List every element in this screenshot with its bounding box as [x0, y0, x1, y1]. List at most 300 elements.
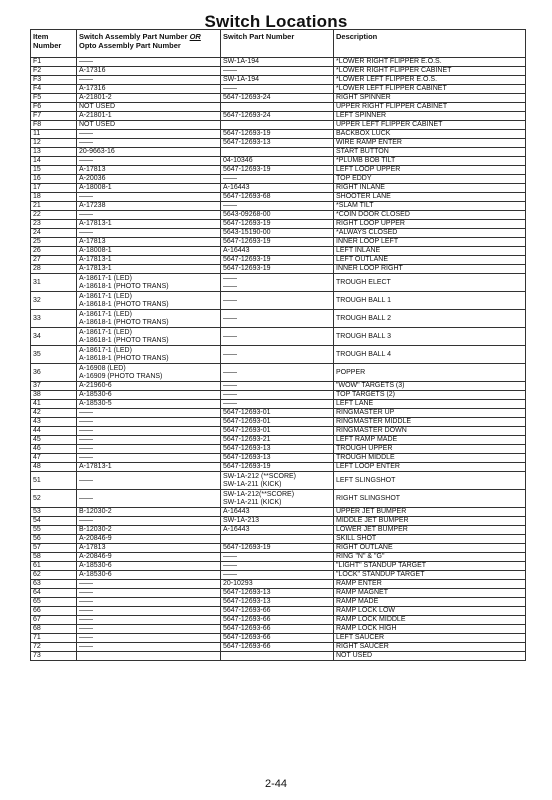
cell-assembly-part-number: A-17813: [77, 544, 221, 553]
cell-item-number: 38: [31, 391, 77, 400]
cell-description: "WOW" TARGETS (3): [334, 382, 526, 391]
cell-switch-part-number: [221, 148, 334, 157]
cell-switch-part-number: —— ——: [221, 274, 334, 292]
cell-switch-part-number: A-16443: [221, 184, 334, 193]
cell-assembly-part-number: A-18530-6: [77, 571, 221, 580]
cell-description: *LOWER RIGHT FLIPPER CABINET: [334, 67, 526, 76]
table-row: [31, 202, 526, 211]
cell-assembly-part-number: A-18530-6: [77, 562, 221, 571]
header-item-number: Item Number: [31, 30, 77, 58]
cell-switch-part-number: ——: [221, 175, 334, 184]
cell-switch-part-number: 5647-12693-21: [221, 436, 334, 445]
table-row: [31, 508, 526, 517]
cell-item-number: 12: [31, 139, 77, 148]
cell-item-number: 41: [31, 400, 77, 409]
cell-description: START BUTTON: [334, 148, 526, 157]
cell-switch-part-number: 5647-12693-19: [221, 238, 334, 247]
cell-description: *SLAM TILT: [334, 202, 526, 211]
cell-switch-part-number: ——: [221, 346, 334, 364]
cell-switch-part-number: ——: [221, 328, 334, 346]
cell-assembly-part-number: A-21801-2: [77, 94, 221, 103]
cell-description: LEFT SLINGSHOT: [334, 472, 526, 490]
cell-assembly-part-number: ——: [77, 229, 221, 238]
cell-description: TOP TARGETS (2): [334, 391, 526, 400]
cell-item-number: 72: [31, 643, 77, 652]
cell-switch-part-number: 5647-12693-13: [221, 445, 334, 454]
cell-switch-part-number: 5647-12693-13: [221, 454, 334, 463]
cell-description: WIRE RAMP ENTER: [334, 139, 526, 148]
cell-switch-part-number: 5643-15190-00: [221, 229, 334, 238]
cell-description: RAMP ENTER: [334, 580, 526, 589]
cell-description: RAMP LOCK MIDDLE: [334, 616, 526, 625]
cell-item-number: 62: [31, 571, 77, 580]
cell-assembly-part-number: A-18617-1 (LED) A-18618-1 (PHOTO TRANS): [77, 292, 221, 310]
cell-assembly-part-number: A-16908 (LED) A-16909 (PHOTO TRANS): [77, 364, 221, 382]
table-row: [31, 238, 526, 247]
cell-item-number: 18: [31, 193, 77, 202]
cell-switch-part-number: ——: [221, 553, 334, 562]
cell-item-number: 46: [31, 445, 77, 454]
table-row: [31, 544, 526, 553]
cell-assembly-part-number: ——: [77, 211, 221, 220]
cell-description: UPPER RIGHT FLIPPER CABINET: [334, 103, 526, 112]
table-row: [31, 94, 526, 103]
cell-item-number: F6: [31, 103, 77, 112]
table-row: [31, 76, 526, 85]
table-row: [31, 652, 526, 661]
cell-item-number: 13: [31, 148, 77, 157]
cell-switch-part-number: 04-10346: [221, 157, 334, 166]
table-row: [31, 274, 526, 292]
cell-item-number: 71: [31, 634, 77, 643]
cell-description: LOWER JET BUMPER: [334, 526, 526, 535]
cell-item-number: 31: [31, 274, 77, 292]
cell-assembly-part-number: NOT USED: [77, 103, 221, 112]
cell-item-number: 58: [31, 553, 77, 562]
cell-assembly-part-number: A-17813: [77, 238, 221, 247]
cell-item-number: 68: [31, 625, 77, 634]
cell-item-number: 54: [31, 517, 77, 526]
cell-switch-part-number: SW-1A-212(**SCORE) SW-1A-211 (KICK): [221, 490, 334, 508]
table-row: [31, 256, 526, 265]
cell-switch-part-number: 5647-12693-24: [221, 112, 334, 121]
cell-item-number: F5: [31, 94, 77, 103]
table-row: [31, 400, 526, 409]
cell-item-number: 65: [31, 598, 77, 607]
cell-switch-part-number: 5647-12693-66: [221, 625, 334, 634]
cell-description: RINGMASTER UP: [334, 409, 526, 418]
cell-switch-part-number: 5647-12693-19: [221, 463, 334, 472]
cell-switch-part-number: SW-1A-194: [221, 58, 334, 67]
cell-switch-part-number: A-16443: [221, 247, 334, 256]
cell-assembly-part-number: ——: [77, 580, 221, 589]
cell-assembly-part-number: A-17813-1: [77, 220, 221, 229]
cell-switch-part-number: 5647-12693-19: [221, 166, 334, 175]
cell-item-number: 26: [31, 247, 77, 256]
cell-item-number: 28: [31, 265, 77, 274]
table-row: [31, 364, 526, 382]
table-row: [31, 130, 526, 139]
cell-switch-part-number: 20-10293: [221, 580, 334, 589]
page-number: 2-44: [264, 778, 288, 790]
cell-description: RIGHT SAUCER: [334, 643, 526, 652]
cell-assembly-part-number: A-21960-6: [77, 382, 221, 391]
cell-switch-part-number: 5643-09268-00: [221, 211, 334, 220]
or-emphasis: OR: [189, 32, 201, 41]
cell-assembly-part-number: A-17316: [77, 85, 221, 94]
table-row: [31, 427, 526, 436]
cell-assembly-part-number: B-12030-2: [77, 526, 221, 535]
page-title: Switch Locations: [204, 12, 348, 31]
cell-description: RINGMASTER DOWN: [334, 427, 526, 436]
table-row: [31, 409, 526, 418]
cell-description: RINGMASTER MIDDLE: [334, 418, 526, 427]
cell-switch-part-number: A-16443: [221, 526, 334, 535]
table-row: [31, 526, 526, 535]
cell-switch-part-number: ——: [221, 364, 334, 382]
table-row: [31, 121, 526, 130]
cell-description: *LOWER LEFT FLIPPER E.O.S.: [334, 76, 526, 85]
cell-description: INNER LOOP LEFT: [334, 238, 526, 247]
table-row: [31, 247, 526, 256]
cell-item-number: 42: [31, 409, 77, 418]
table-row: [31, 85, 526, 94]
cell-switch-part-number: 5647-12693-66: [221, 607, 334, 616]
cell-description: RAMP MADE: [334, 598, 526, 607]
cell-item-number: 51: [31, 472, 77, 490]
cell-switch-part-number: 5647-12693-19: [221, 544, 334, 553]
cell-assembly-part-number: ——: [77, 625, 221, 634]
cell-assembly-part-number: ——: [77, 130, 221, 139]
cell-assembly-part-number: A-18530-5: [77, 400, 221, 409]
cell-assembly-part-number: ——: [77, 589, 221, 598]
header-switch-part-number: Switch Part Number: [221, 30, 334, 58]
cell-item-number: F1: [31, 58, 77, 67]
cell-assembly-part-number: B-12030-2: [77, 508, 221, 517]
cell-switch-part-number: SW-1A-212 (**SCORE) SW-1A-211 (KICK): [221, 472, 334, 490]
cell-item-number: 67: [31, 616, 77, 625]
cell-description: LEFT SAUCER: [334, 634, 526, 643]
table-row: [31, 454, 526, 463]
cell-item-number: 37: [31, 382, 77, 391]
cell-description: LEFT LOOP UPPER: [334, 166, 526, 175]
cell-switch-part-number: [221, 535, 334, 544]
cell-assembly-part-number: A-17238: [77, 202, 221, 211]
table-row: [31, 436, 526, 445]
cell-item-number: 21: [31, 202, 77, 211]
cell-description: TROUGH UPPER: [334, 445, 526, 454]
table-body: [31, 58, 526, 661]
cell-description: "LOCK" STANDUP TARGET: [334, 571, 526, 580]
cell-item-number: 56: [31, 535, 77, 544]
table-row: [31, 625, 526, 634]
cell-assembly-part-number: ——: [77, 418, 221, 427]
cell-switch-part-number: ——: [221, 67, 334, 76]
table-row: [31, 310, 526, 328]
cell-switch-part-number: SW-1A-194: [221, 76, 334, 85]
cell-description: MIDDLE JET BUMPER: [334, 517, 526, 526]
cell-assembly-part-number: A-17813: [77, 166, 221, 175]
cell-assembly-part-number: A-18530-6: [77, 391, 221, 400]
cell-description: LEFT LANE: [334, 400, 526, 409]
table-row: [31, 616, 526, 625]
table-row: [31, 292, 526, 310]
cell-description: *COIN DOOR CLOSED: [334, 211, 526, 220]
table-row: [31, 184, 526, 193]
cell-item-number: 23: [31, 220, 77, 229]
cell-switch-part-number: ——: [221, 391, 334, 400]
table-row: [31, 157, 526, 166]
cell-switch-part-number: 5647-12693-01: [221, 427, 334, 436]
cell-assembly-part-number: ——: [77, 490, 221, 508]
table-row: [31, 328, 526, 346]
table-row: [31, 58, 526, 67]
cell-assembly-part-number: A-21801-1: [77, 112, 221, 121]
cell-description: RING "N" & "G": [334, 553, 526, 562]
cell-description: LEFT SPINNER: [334, 112, 526, 121]
cell-assembly-part-number: A-18008-1: [77, 247, 221, 256]
cell-description: RIGHT SPINNER: [334, 94, 526, 103]
cell-assembly-part-number: 20-9663-16: [77, 148, 221, 157]
cell-assembly-part-number: [77, 652, 221, 661]
cell-description: RIGHT LOOP UPPER: [334, 220, 526, 229]
table-row: [31, 589, 526, 598]
cell-description: *PLUMB BOB TILT: [334, 157, 526, 166]
cell-assembly-part-number: ——: [77, 517, 221, 526]
cell-switch-part-number: 5647-12693-66: [221, 616, 334, 625]
cell-description: BACKBOX LUCK: [334, 130, 526, 139]
cell-description: RAMP LOCK LOW: [334, 607, 526, 616]
cell-description: TROUGH BALL 1: [334, 292, 526, 310]
cell-item-number: 34: [31, 328, 77, 346]
table-row: [31, 139, 526, 148]
cell-switch-part-number: 5647-12693-66: [221, 634, 334, 643]
cell-item-number: 55: [31, 526, 77, 535]
cell-assembly-part-number: ——: [77, 193, 221, 202]
cell-description: TROUGH BALL 3: [334, 328, 526, 346]
table-row: [31, 445, 526, 454]
cell-assembly-part-number: ——: [77, 634, 221, 643]
cell-description: TROUGH MIDDLE: [334, 454, 526, 463]
cell-assembly-part-number: A-17813-1: [77, 265, 221, 274]
cell-description: *LOWER LEFT FLIPPER CABINET: [334, 85, 526, 94]
cell-item-number: 17: [31, 184, 77, 193]
cell-assembly-part-number: A-18617-1 (LED) A-18618-1 (PHOTO TRANS): [77, 346, 221, 364]
cell-item-number: 52: [31, 490, 77, 508]
cell-assembly-part-number: ——: [77, 445, 221, 454]
table-row: [31, 562, 526, 571]
cell-switch-part-number: 5647-12693-13: [221, 139, 334, 148]
cell-description: SHOOTER LANE: [334, 193, 526, 202]
table-row: [31, 382, 526, 391]
cell-item-number: 15: [31, 166, 77, 175]
cell-description: TROUGH BALL 2: [334, 310, 526, 328]
cell-item-number: 64: [31, 589, 77, 598]
cell-item-number: 27: [31, 256, 77, 265]
cell-description: LEFT LOOP ENTER: [334, 463, 526, 472]
cell-switch-part-number: 5647-12693-01: [221, 409, 334, 418]
cell-assembly-part-number: A-20846-9: [77, 553, 221, 562]
cell-switch-part-number: ——: [221, 562, 334, 571]
cell-switch-part-number: A-16443: [221, 508, 334, 517]
table-row: [31, 607, 526, 616]
cell-assembly-part-number: A-18617-1 (LED) A-18618-1 (PHOTO TRANS): [77, 310, 221, 328]
cell-item-number: 35: [31, 346, 77, 364]
table-row: [31, 553, 526, 562]
cell-item-number: 11: [31, 130, 77, 139]
cell-description: LEFT RAMP MADE: [334, 436, 526, 445]
table-row: [31, 580, 526, 589]
cell-description: INNER LOOP RIGHT: [334, 265, 526, 274]
cell-description: TOP EDDY: [334, 175, 526, 184]
table-row: [31, 193, 526, 202]
cell-item-number: 36: [31, 364, 77, 382]
table-row: [31, 598, 526, 607]
cell-item-number: 45: [31, 436, 77, 445]
table-row: [31, 634, 526, 643]
cell-item-number: F4: [31, 85, 77, 94]
cell-assembly-part-number: A-20846-9: [77, 535, 221, 544]
table-row: [31, 517, 526, 526]
cell-switch-part-number: 5647-12693-68: [221, 193, 334, 202]
cell-item-number: F8: [31, 121, 77, 130]
cell-item-number: 44: [31, 427, 77, 436]
cell-description: *ALWAYS CLOSED: [334, 229, 526, 238]
table-row: [31, 571, 526, 580]
cell-assembly-part-number: A-18617-1 (LED) A-18618-1 (PHOTO TRANS): [77, 328, 221, 346]
switch-table: [30, 29, 526, 661]
cell-item-number: 33: [31, 310, 77, 328]
cell-switch-part-number: 5647-12693-19: [221, 130, 334, 139]
cell-assembly-part-number: ——: [77, 643, 221, 652]
cell-assembly-part-number: ——: [77, 76, 221, 85]
table-row: [31, 211, 526, 220]
cell-item-number: 66: [31, 607, 77, 616]
cell-assembly-part-number: A-17316: [77, 67, 221, 76]
table-row: [31, 418, 526, 427]
table-row: [31, 643, 526, 652]
table-row: [31, 346, 526, 364]
table-row: [31, 391, 526, 400]
cell-description: RIGHT SLINGSHOT: [334, 490, 526, 508]
cell-item-number: 63: [31, 580, 77, 589]
cell-switch-part-number: 5647-12693-13: [221, 589, 334, 598]
cell-switch-part-number: 5647-12693-19: [221, 256, 334, 265]
cell-description: TROUGH ELECT: [334, 274, 526, 292]
cell-description: RIGHT OUTLANE: [334, 544, 526, 553]
cell-item-number: 16: [31, 175, 77, 184]
cell-item-number: F3: [31, 76, 77, 85]
header-assembly-part-number: Switch Assembly Part Number OR Opto Assembly Part Number: [77, 30, 221, 58]
cell-switch-part-number: ——: [221, 85, 334, 94]
cell-description: RAMP LOCK HIGH: [334, 625, 526, 634]
cell-assembly-part-number: ——: [77, 427, 221, 436]
cell-item-number: 53: [31, 508, 77, 517]
cell-switch-part-number: ——: [221, 202, 334, 211]
cell-description: UPPER JET BUMPER: [334, 508, 526, 517]
cell-switch-part-number: ——: [221, 571, 334, 580]
table-row: [31, 103, 526, 112]
cell-switch-part-number: 5647-12693-13: [221, 598, 334, 607]
table-row: [31, 472, 526, 490]
cell-assembly-part-number: ——: [77, 616, 221, 625]
cell-item-number: 43: [31, 418, 77, 427]
cell-item-number: 24: [31, 229, 77, 238]
cell-item-number: 22: [31, 211, 77, 220]
cell-assembly-part-number: A-18617-1 (LED) A-18618-1 (PHOTO TRANS): [77, 274, 221, 292]
cell-assembly-part-number: A-18008-1: [77, 184, 221, 193]
cell-description: "LIGHT" STANDUP TARGET: [334, 562, 526, 571]
cell-item-number: F2: [31, 67, 77, 76]
cell-item-number: 47: [31, 454, 77, 463]
cell-description: LEFT INLANE: [334, 247, 526, 256]
cell-item-number: F7: [31, 112, 77, 121]
cell-assembly-part-number: ——: [77, 157, 221, 166]
cell-description: SKILL SHOT: [334, 535, 526, 544]
cell-item-number: 25: [31, 238, 77, 247]
table-row: [31, 535, 526, 544]
cell-description: RIGHT INLANE: [334, 184, 526, 193]
cell-assembly-part-number: A-17813-1: [77, 463, 221, 472]
cell-switch-part-number: ——: [221, 382, 334, 391]
cell-description: RAMP MAGNET: [334, 589, 526, 598]
table-row: [31, 67, 526, 76]
table-row: [31, 229, 526, 238]
cell-description: LEFT OUTLANE: [334, 256, 526, 265]
cell-assembly-part-number: ——: [77, 409, 221, 418]
table-row: [31, 148, 526, 157]
cell-switch-part-number: [221, 652, 334, 661]
cell-switch-part-number: 5647-12693-19: [221, 220, 334, 229]
table-row: [31, 112, 526, 121]
table-row: [31, 166, 526, 175]
cell-switch-part-number: SW-1A-213: [221, 517, 334, 526]
cell-switch-part-number: 5647-12693-01: [221, 418, 334, 427]
cell-switch-part-number: [221, 103, 334, 112]
table-row: [31, 463, 526, 472]
cell-description: NOT USED: [334, 652, 526, 661]
cell-assembly-part-number: ——: [77, 436, 221, 445]
cell-item-number: 14: [31, 157, 77, 166]
cell-assembly-part-number: A-20036: [77, 175, 221, 184]
cell-assembly-part-number: ——: [77, 139, 221, 148]
cell-item-number: 32: [31, 292, 77, 310]
cell-item-number: 73: [31, 652, 77, 661]
cell-switch-part-number: [221, 121, 334, 130]
header-description: Description: [334, 30, 526, 58]
cell-item-number: 61: [31, 562, 77, 571]
cell-switch-part-number: ——: [221, 292, 334, 310]
cell-assembly-part-number: ——: [77, 472, 221, 490]
table-row: [31, 265, 526, 274]
cell-item-number: 57: [31, 544, 77, 553]
cell-switch-part-number: ——: [221, 310, 334, 328]
cell-item-number: 48: [31, 463, 77, 472]
cell-switch-part-number: 5647-12693-24: [221, 94, 334, 103]
table-header-row: [31, 30, 526, 58]
cell-description: POPPER: [334, 364, 526, 382]
cell-switch-part-number: 5647-12693-19: [221, 265, 334, 274]
cell-assembly-part-number: NOT USED: [77, 121, 221, 130]
cell-assembly-part-number: ——: [77, 598, 221, 607]
cell-switch-part-number: 5647-12693-66: [221, 643, 334, 652]
table-row: [31, 175, 526, 184]
cell-assembly-part-number: ——: [77, 58, 221, 67]
cell-switch-part-number: ——: [221, 400, 334, 409]
cell-description: *LOWER RIGHT FLIPPER E.O.S.: [334, 58, 526, 67]
cell-assembly-part-number: ——: [77, 454, 221, 463]
cell-assembly-part-number: A-17813-1: [77, 256, 221, 265]
